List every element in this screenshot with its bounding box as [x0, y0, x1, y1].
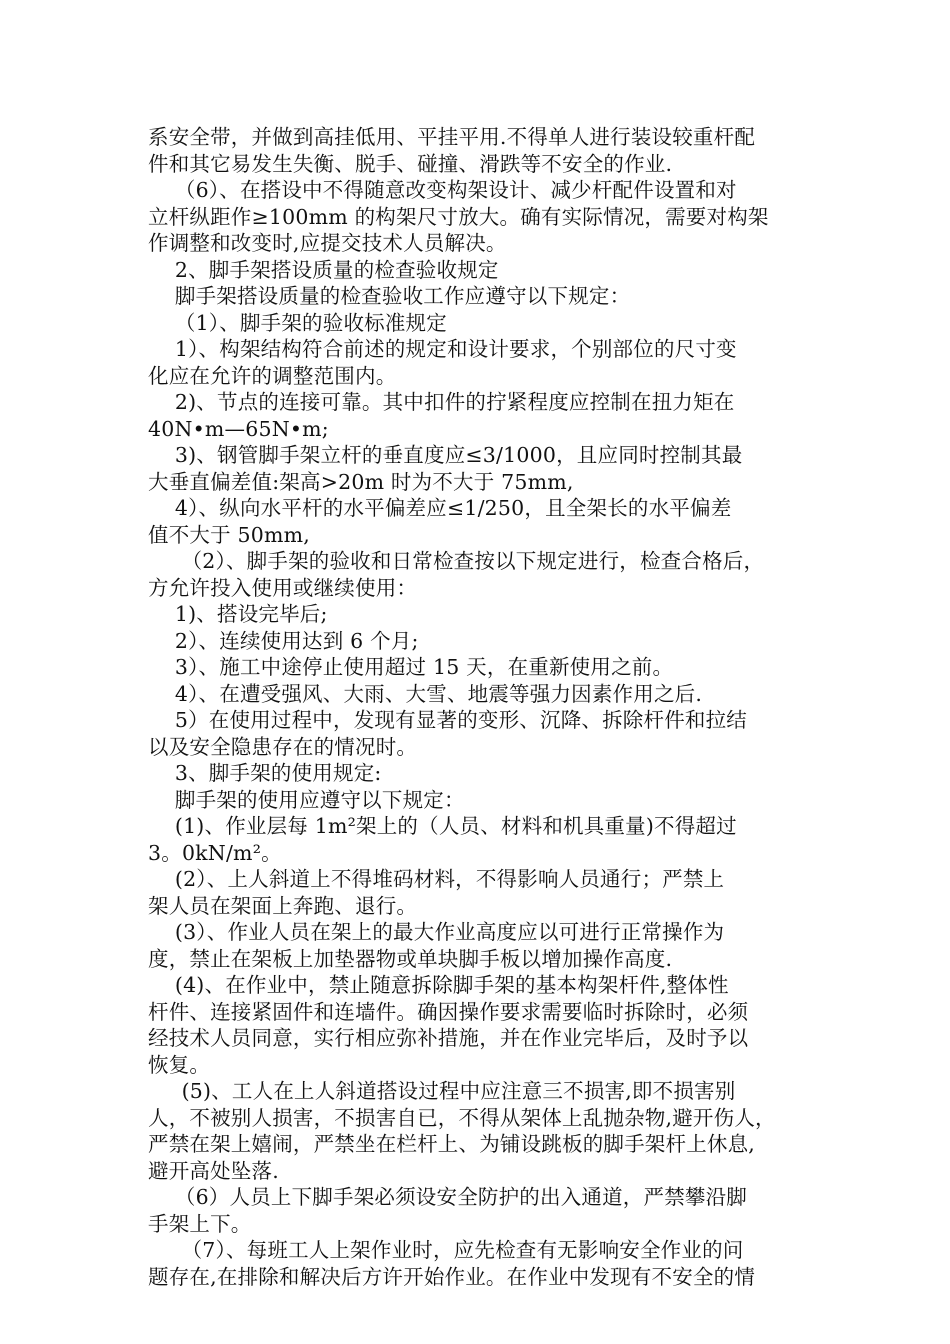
text-line: 2）、连续使用达到 6 个月;	[148, 628, 419, 653]
text-line: (5)、工人在上人斜道搭设过程中应注意三不损害,即不损害别	[148, 1079, 736, 1103]
text-line: 系安全带，并做到高挂低用、平挂平用.不得单人进行装设较重杆配	[148, 125, 756, 149]
text-line: 度，禁止在架板上加垫器物或单块脚手板以增加操作高度.	[148, 946, 673, 971]
text-line: （1）、脚手架的验收标准规定	[148, 310, 447, 335]
text-line: 1）、构架结构符合前述的规定和设计要求，个别部位的尺寸变	[148, 337, 737, 361]
text-line: 人，不被别人损害，不损害自已，不得从架体上乱抛杂物,避开伤人，	[148, 1105, 776, 1130]
text-line: 化应在允许的调整范围内。	[148, 363, 397, 388]
text-line: 方允许投入使用或继续使用：	[148, 575, 418, 600]
text-line: 4）、纵向水平杆的水平偏差应≤1/250，且全架长的水平偏差	[148, 496, 732, 520]
text-line: 杆件、连接紧固件和连墙件。确因操作要求需要临时拆除时，必须	[148, 999, 749, 1024]
text-line: 5）在使用过程中，发现有显著的变形、沉降、拆除杆件和拉结	[148, 708, 748, 732]
text-line: (3）、作业人员在架上的最大作业高度应以可进行正常操作为	[148, 920, 725, 944]
text-line: 题存在,在排除和解决后方许开始作业。在作业中发现有不安全的情	[148, 1264, 756, 1289]
text-line: 立杆纵距作≥100mm 的构架尺寸放大。确有实际情况，需要对构架	[148, 204, 769, 229]
text-line: (2）、上人斜道上不得堆码材料，不得影响人员通行；严禁上	[148, 867, 725, 891]
text-line: 经技术人员同意，实行相应弥补措施，并在作业完毕后，及时予以	[148, 1026, 749, 1050]
text-line: 手架上下。	[148, 1211, 252, 1236]
text-line: 值不大于 50mm,	[148, 522, 310, 547]
text-line: 4）、在遭受强风、大雨、大雪、地震等强力因素作用之后.	[148, 681, 703, 706]
text-line: （2）、脚手架的验收和日常检查按以下规定进行，检查合格后，	[148, 549, 765, 573]
text-line: 40N•m—65N•m;	[148, 416, 329, 441]
text-line: （6）人员上下脚手架必须设安全防护的出入通道，严禁攀沿脚	[148, 1185, 748, 1209]
text-line: 架人员在架面上奔跑、退行。	[148, 893, 418, 918]
text-line: 以及安全隐患存在的情况时。	[148, 734, 418, 759]
text-line: (1)、作业层每 1m²架上的（人员、材料和机具重量)不得超过	[148, 814, 737, 838]
text-line: 严禁在架上嬉闹，严禁坐在栏杆上、为铺设跳板的脚手架杆上休息,	[148, 1132, 756, 1156]
text-line: 脚手架搭设质量的检查验收工作应遵守以下规定：	[148, 284, 631, 308]
text-line: （6）、在搭设中不得随意改变构架设计、减少杆配件设置和对	[148, 178, 737, 202]
text-line: （7）、每班工人上架作业时，应先检查有无影响安全作业的问	[148, 1238, 744, 1262]
document-body	[148, 124, 808, 1290]
text-line: 3）、施工中途停止使用超过 15 天，在重新使用之前。	[148, 655, 674, 679]
section-heading: 2、脚手架搭设质量的检查验收规定	[148, 257, 499, 282]
text-line: 脚手架的使用应遵守以下规定：	[148, 787, 465, 812]
section-heading: 3、脚手架的使用规定:	[148, 761, 382, 785]
text-line: 大垂直偏差值:架高>20m 时为不大于 75mm,	[148, 469, 574, 494]
text-line: 避开高处坠落.	[148, 1158, 279, 1183]
text-line: 恢复。	[148, 1052, 211, 1077]
text-line: 1)、搭设完毕后;	[148, 602, 328, 626]
text-line: 3。0kN/m²。	[148, 840, 282, 865]
text-line: 件和其它易发生失衡、脱手、碰撞、滑跌等不安全的作业.	[148, 151, 673, 176]
text-line: 2)、节点的连接可靠。其中扣件的拧紧程度应控制在扭力矩在	[148, 390, 735, 414]
text-line: 作调整和改变时,应提交技术人员解决。	[148, 231, 507, 255]
text-line: (4)、在作业中，禁止随意拆除脚手架的基本构架杆件,整体性	[148, 973, 729, 997]
text-line: 3)、钢管脚手架立杆的垂直度应≤3/1000，且应同时控制其最	[148, 443, 743, 467]
